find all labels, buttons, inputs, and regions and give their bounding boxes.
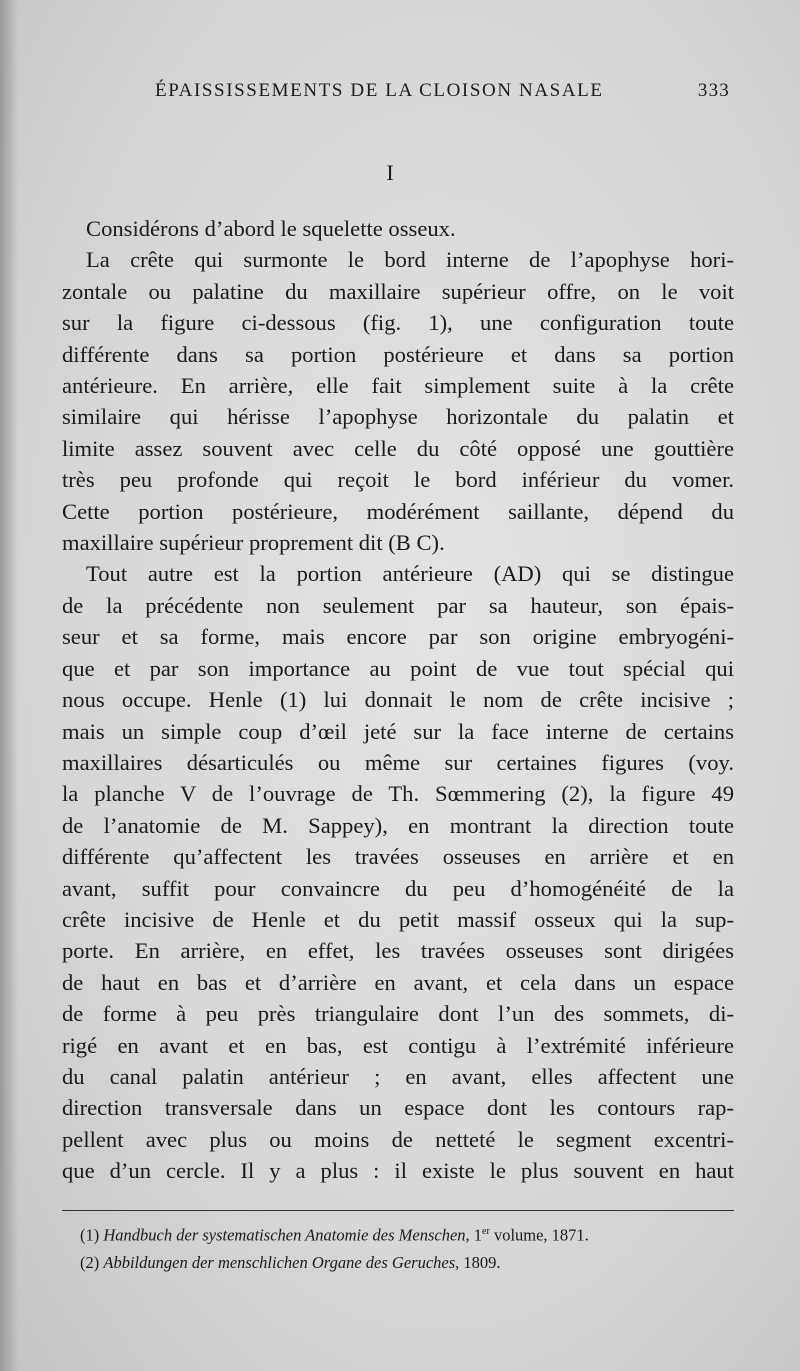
text-line: que d’un cercle. Il y a plus : il existe le plus souvent en haut bbox=[62, 1158, 734, 1184]
footnote bbox=[80, 1218, 740, 1249]
text-line: de la précédente non seulement par sa hauteur, son épais- bbox=[62, 592, 734, 618]
footnote-work-title: Handbuch der systematischen Anatomie des Menschen, bbox=[103, 1225, 470, 1245]
text-line: maxillaires désarticulés ou même sur certaines figures (voy. bbox=[62, 749, 734, 775]
text-line: sur la figure ci-dessous (fig. 1), une configuration toute bbox=[62, 310, 734, 336]
text-line: de haut en bas et d’arrière en avant, et cela dans un espace bbox=[62, 969, 734, 995]
text-line: crête incisive de Henle et du petit massif osseux qui la sup- bbox=[62, 906, 734, 932]
footnote-marker: (2) bbox=[80, 1252, 100, 1272]
footnotes bbox=[80, 1218, 740, 1276]
text-line: de l’anatomie de M. Sappey), en montrant la direction toute bbox=[62, 812, 734, 838]
footnote bbox=[80, 1249, 740, 1276]
text-line: La crête qui surmonte le bord interne de l’apophyse hori- bbox=[86, 247, 734, 273]
text-line: nous occupe. Henle (1) lui donnait le nom de crête incisive ; bbox=[62, 687, 734, 713]
text-line: seur et sa forme, mais encore par son origine embryogéni- bbox=[62, 624, 734, 650]
footnote-marker: (1) bbox=[80, 1225, 100, 1245]
text-line: très peu profonde qui reçoit le bord inférieur du vomer. bbox=[62, 467, 734, 493]
text-line: maxillaire supérieur proprement dit (B C). bbox=[62, 530, 445, 556]
body-text bbox=[62, 213, 734, 1187]
page-number: 333 bbox=[697, 80, 730, 101]
footnote-detail: 1809. bbox=[459, 1252, 501, 1272]
text-line: Tout autre est la portion antérieure (AD) qui se distingue bbox=[86, 561, 734, 587]
text-line: avant, suffit pour convaincre du peu d’homogénéité de la bbox=[62, 875, 734, 901]
text-line: que et par son importance au point de vue tout spécial qui bbox=[62, 655, 734, 681]
text-line: Considérons d’abord le squelette osseux. bbox=[86, 216, 456, 241]
text-line: différente qu’affectent les travées osseuses en arrière et en bbox=[62, 844, 734, 870]
text-line: Cette portion postérieure, modérément saillante, dépend du bbox=[62, 498, 734, 524]
text-line: pellent avec plus ou moins de netteté le segment excentri- bbox=[62, 1126, 734, 1152]
footnote-work-title: Abbildungen der menschlichen Organe des Geruches, bbox=[103, 1252, 460, 1272]
footnote-detail: volume, 1871. bbox=[489, 1225, 589, 1245]
running-header bbox=[155, 80, 730, 102]
text-line: similaire qui hérisse l’apophyse horizontale du palatin et bbox=[62, 404, 734, 430]
text-line: porte. En arrière, en effet, les travées osseuses sont dirigées bbox=[62, 938, 734, 964]
text-line: la planche V de l’ouvrage de Th. Sœmmering (2), la figure 49 bbox=[62, 781, 734, 807]
section-numeral: I bbox=[386, 160, 394, 185]
text-line: du canal palatin antérieur ; en avant, elles affectent une bbox=[62, 1063, 734, 1089]
footnote-detail: 1 bbox=[469, 1225, 483, 1245]
text-line: différente dans sa portion postérieure et dans sa portion bbox=[62, 341, 734, 367]
footnote-rule bbox=[62, 1210, 734, 1211]
text-line: zontale ou palatine du maxillaire supérieur offre, on le voit bbox=[62, 278, 734, 304]
text-line: direction transversale dans un espace dont les contours rap- bbox=[62, 1095, 734, 1121]
text-line: antérieure. En arrière, elle fait simplement suite à la crête bbox=[62, 373, 734, 399]
text-line: limite assez souvent avec celle du côté opposé une gouttière bbox=[62, 435, 734, 461]
text-line: de forme à peu près triangulaire dont l’un des sommets, di- bbox=[62, 1001, 734, 1027]
footnote-superscript: er bbox=[482, 1226, 490, 1237]
text-line: rigé en avant et en bas, est contigu à l’extrémité inférieure bbox=[62, 1032, 734, 1058]
text-line: mais un simple coup d’œil jeté sur la face interne de certains bbox=[62, 718, 734, 744]
running-title: ÉPAISSISSEMENTS DE LA CLOISON NASALE bbox=[155, 80, 604, 101]
